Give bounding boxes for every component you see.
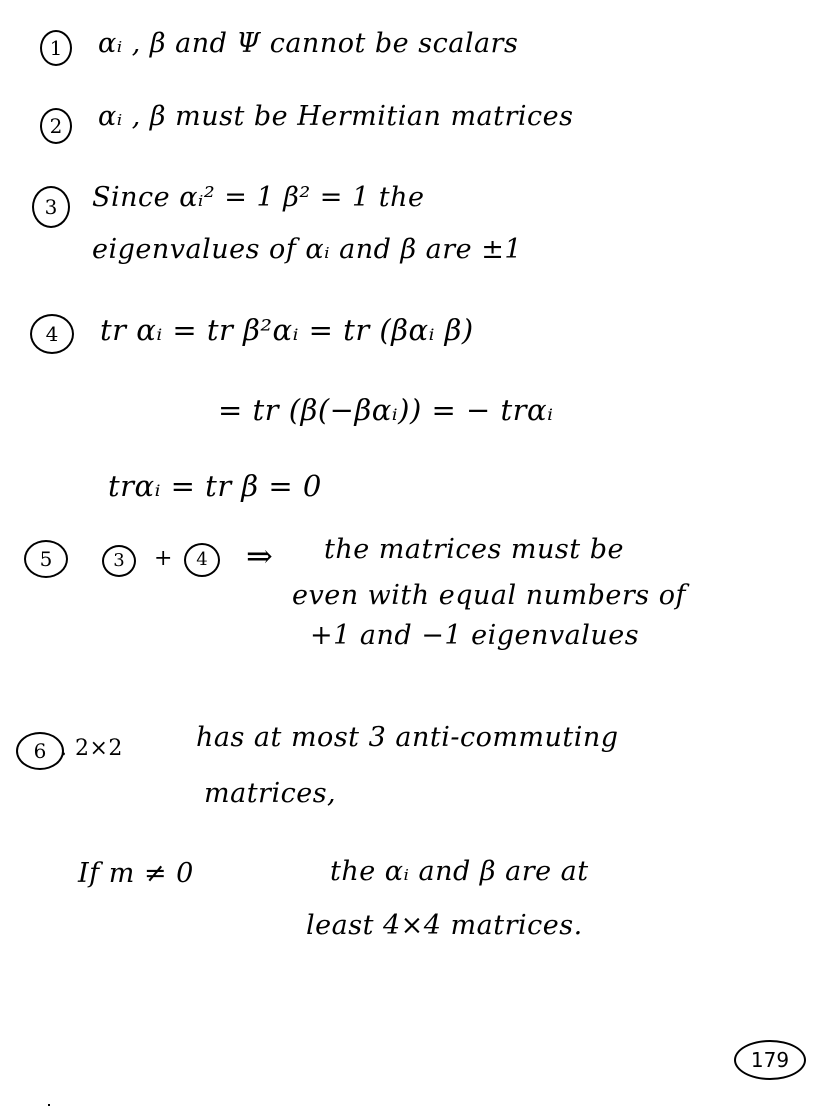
item-5-implies-arrow: ⇒ [246, 537, 274, 575]
page-number: 179 [734, 1040, 806, 1080]
item-3-line-2: eigenvalues of αᵢ and β are ±1 [92, 234, 523, 265]
item-5-line-3: +1 and −1 eigenvalues [310, 620, 640, 651]
conclusion-line-2: least 4×4 matrices. [306, 910, 583, 941]
item-5-plus: + [154, 546, 173, 571]
item-3-circled-number: 3 [32, 186, 70, 228]
item-4-line-2: = tr (β(−βαᵢ)) = − trαᵢ [218, 393, 554, 427]
conclusion-condition: If m ≠ 0 [78, 858, 194, 889]
item-4-line-1: tr αᵢ = tr β²αᵢ = tr (βαᵢ β) [100, 313, 474, 347]
item-6-circled-number: 6 [16, 732, 64, 770]
item-4-line-3: trαᵢ = tr β = 0 [108, 469, 322, 503]
item-2-circled-number: 2 [40, 108, 72, 144]
item-1-circled-number: 1 [40, 30, 72, 66]
item-6-line-2: matrices, [204, 778, 337, 809]
item-5-ref-3: 3 [102, 545, 136, 577]
item-3-line-1: Since αᵢ² = 1 β² = 1 the [92, 182, 425, 213]
item-1-text: αᵢ , β and Ψ cannot be scalars [98, 28, 519, 59]
item-5-ref-4: 4 [184, 543, 220, 577]
item-6-line-1: has at most 3 anti-commuting [196, 722, 619, 753]
item-5-line-2: even with equal numbers of [292, 580, 686, 611]
conclusion-line-1: the αᵢ and β are at [330, 856, 589, 887]
item-5-circled-number: 5 [24, 540, 68, 578]
item-4-circled-number: 4 [30, 314, 74, 354]
item-2-text: αᵢ , β must be Hermitian matrices [98, 101, 574, 132]
item-5-line-1: the matrices must be [324, 534, 624, 565]
scan-speck [48, 1104, 50, 1106]
item-6-size: . 2×2 [60, 736, 123, 761]
